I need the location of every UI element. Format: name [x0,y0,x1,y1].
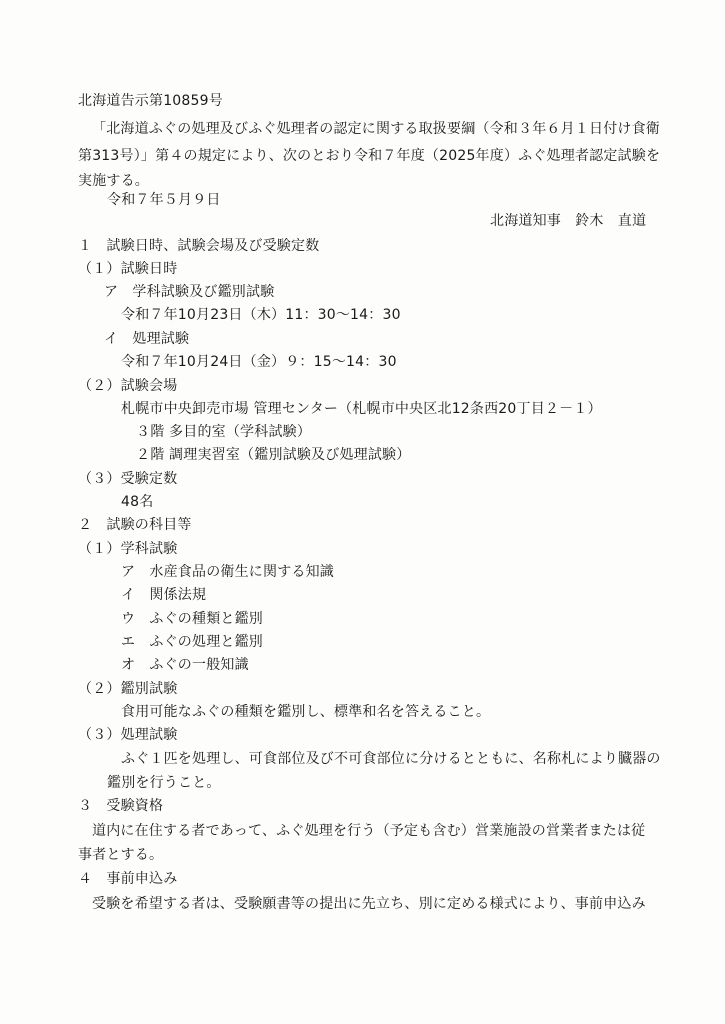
intro-line-2: 第313号）」第４の規定により、次のとおり令和７年度（2025年度）ふぐ処理者認定試験を [78,148,661,164]
qualification-text-2: 事者とする。 [78,847,164,863]
section-1-1-title: （１）試験日時 [78,261,178,277]
pre-registration-text: 受験を希望する者は、受験願書等の提出に先立ち、別に定める様式により、事前申込み [92,896,646,912]
processing-text-1: ふぐ１匹を処理し、可食部位及び不可食部位に分けるとともに、名称札により臓器の [121,751,661,767]
section-1-2-title: （２）試験会場 [78,378,178,394]
exam-a-label: ア 学科試験及び鑑別試験 [104,284,275,300]
subject-item: ウ ふぐの種類と鑑別 [121,611,263,627]
subject-item: オ ふぐの一般知識 [121,657,249,673]
exam-b-time: 令和７年10月24日（金）９：15～14：30 [121,354,397,370]
section-2-title: ２ 試験の科目等 [78,517,192,533]
capacity-value: 48名 [121,494,154,510]
section-2-1-title: （１）学科試験 [78,541,178,557]
section-4-title: ４ 事前申込み [78,871,178,887]
section-2-3-title: （３）処理試験 [78,727,178,743]
notice-date: 令和７年５月９日 [107,192,221,208]
qualification-text-1: 道内に在住する者であって、ふぐ処理を行う（予定も含む）営業施設の営業者または従 [92,823,646,839]
subject-item: ア 水産食品の衛生に関する知識 [121,564,334,580]
intro-line-1: 「北海道ふぐの処理及びふぐ処理者の認定に関する取扱要綱（令和３年６月１日付け食衛 [92,121,660,137]
venue-room-1: ３階 多目的室（学科試験） [136,424,312,440]
section-1-title: １ 試験日時、試験会場及び受験定数 [78,238,320,254]
section-2-2-title: （２）鑑別試験 [78,681,178,697]
section-3-title: ３ 受験資格 [78,798,164,814]
section-1-3-title: （３）受験定数 [78,471,178,487]
processing-text-2: 鑑別を行うこと。 [107,775,221,791]
venue-room-2: ２階 調理実習室（鑑別試験及び処理試験） [136,447,411,463]
intro-line-3: 実施する。 [78,173,149,189]
exam-b-label: イ 処理試験 [104,331,190,347]
subject-item: イ 関係法規 [121,587,207,603]
signatory: 北海道知事 鈴木 直道 [490,213,647,229]
exam-a-time: 令和７年10月23日（木）11：30～14：30 [121,307,401,323]
subject-item: エ ふぐの処理と鑑別 [121,634,263,650]
venue-address: 札幌市中央卸売市場 管理センター（札幌市中央区北12条西20丁目２－１） [121,401,602,417]
identification-text: 食用可能なふぐの種類を鑑別し、標準和名を答えること。 [121,704,491,720]
notice-number: 北海道告示第10859号 [78,93,223,109]
